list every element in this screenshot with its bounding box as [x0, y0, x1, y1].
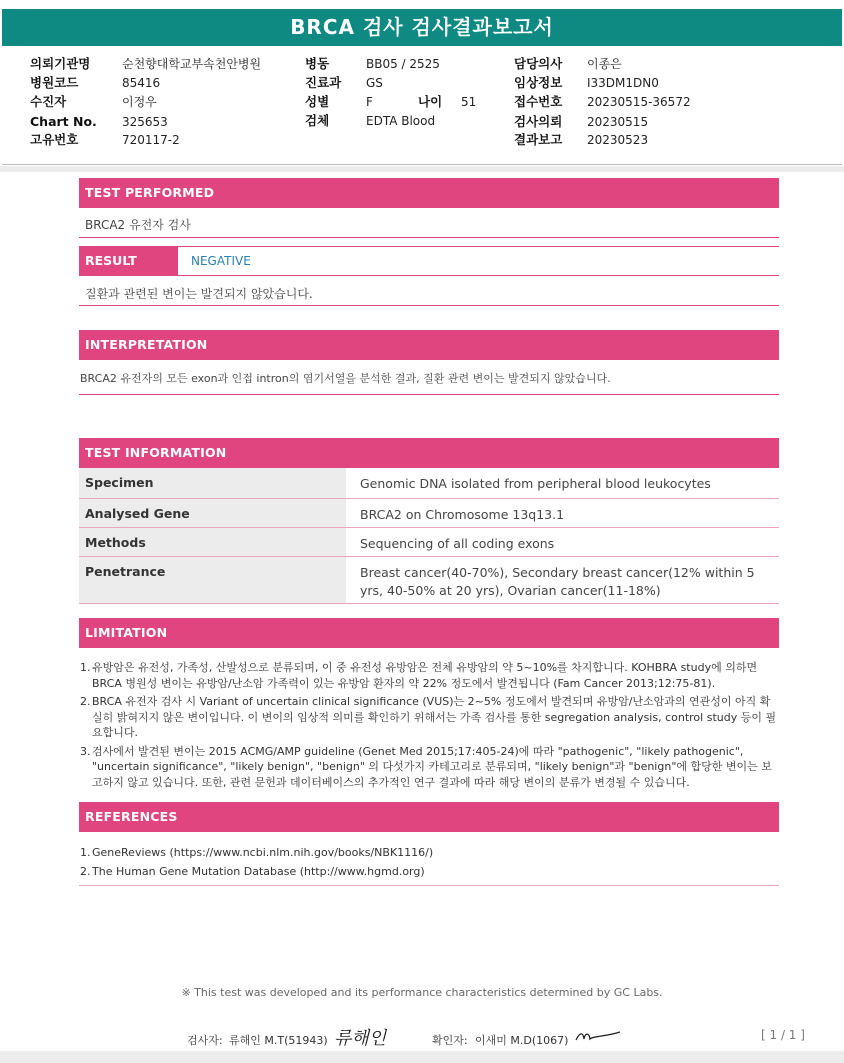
tester-label: 검사자:: [187, 1034, 223, 1047]
list-item: [79, 862, 779, 881]
row-value: BRCA2 on Chromosome 13q13.1: [346, 498, 779, 527]
divider: [79, 237, 779, 238]
report-title: BRCA 검사 검사결과보고서: [2, 9, 842, 46]
limitation-heading: LIMITATION: [79, 618, 779, 648]
age-label: 나이: [418, 94, 443, 109]
unique-number-label: 고유번호: [30, 132, 79, 147]
row-key: Penetrance: [79, 556, 346, 603]
age-value: 51: [461, 95, 477, 109]
row-value: Breast cancer(40-70%), Secondary breast cancer(12% within 5 yrs, 40-50% at 20 yrs), Ovarian cancer(11-18%): [346, 556, 779, 603]
ward-label: 병동: [305, 56, 330, 71]
divider: [79, 885, 779, 886]
interpretation-text: BRCA2 유전자의 모든 exon과 인접 intron의 염기서열을 분석한 결과, 질환 관련 변이는 발견되지 않았습니다.: [80, 372, 611, 385]
confirmer-value: 이새미 M.D(1067): [475, 1034, 569, 1047]
patient-info-block: [2, 48, 842, 165]
table-row: [79, 527, 779, 556]
institution-label: 의뢰기관명: [30, 56, 91, 71]
references-heading: REFERENCES: [79, 802, 779, 832]
item-text: The Human Gene Mutation Database (http://www.hgmd.org): [92, 865, 425, 878]
item-number: 1.: [80, 846, 91, 859]
doctor-label: 담당의사: [514, 56, 563, 71]
interpretation-heading: INTERPRETATION: [79, 330, 779, 360]
table-row: [79, 498, 779, 527]
chart-number-value: 325653: [122, 115, 168, 129]
row-value: Genomic DNA isolated from peripheral blood leukocytes: [346, 468, 779, 498]
hospital-code-label: 병원코드: [30, 75, 79, 90]
tester-signature: 류해인: [334, 1028, 387, 1049]
item-number: 1.: [80, 661, 91, 674]
report-date-value: 20230523: [587, 133, 649, 147]
sex-value: F: [366, 95, 373, 109]
result-value: NEGATIVE: [191, 254, 251, 268]
report-date-label: 결과보고: [514, 132, 563, 147]
result-label: RESULT: [79, 247, 178, 275]
row-key: Specimen: [79, 468, 346, 498]
examinee-label: 수진자: [30, 94, 67, 109]
page-number: [ 1 / 1 ]: [761, 1028, 805, 1042]
divider: [79, 305, 779, 306]
references-list: [79, 843, 779, 881]
tester-value: 류해인 M.T(51943): [229, 1034, 328, 1047]
result-row: [79, 246, 779, 276]
institution-value: 순천향대학교부속천안병원: [122, 57, 262, 71]
specimen-label: 검체: [305, 113, 330, 128]
item-text: BRCA 유전자 검사 시 Variant of uncertain clinical significance (VUS)는 2~5% 정도에서 발견되며 유방암/난소암과의 연관성이 아직 확실히 밝혀지지 않은 변이입니다. 이 변이의 임상적 의미를 확인하기 위해서는 가족 검사를 통한 segregation analysis, control study 등이 필요합니다.: [92, 695, 777, 739]
list-item: [79, 843, 779, 862]
header-divider-band: [0, 166, 844, 172]
hospital-code-value: 85416: [122, 76, 161, 90]
list-item: [79, 694, 779, 741]
test-information-table: [79, 468, 779, 604]
unique-number-value: 720117-2: [122, 133, 180, 147]
footer-note: ※ This test was developed and its performance characteristics determined by GC Labs.: [181, 986, 663, 999]
receipt-number-label: 접수번호: [514, 94, 563, 109]
doctor-value: 이종은: [587, 57, 622, 71]
footer-band: [0, 1051, 844, 1063]
confirmer-label: 확인자:: [432, 1034, 468, 1047]
specimen-value: EDTA Blood: [366, 114, 436, 128]
row-key: Methods: [79, 527, 346, 556]
clinical-info-label: 임상정보: [514, 75, 563, 90]
test-information-heading: TEST INFORMATION: [79, 438, 779, 468]
item-number: 3.: [80, 744, 91, 758]
receipt-number-value: 20230515-36572: [587, 95, 691, 109]
list-item: [79, 744, 779, 791]
examinee-value: 이정우: [122, 95, 157, 109]
clinical-info-value: I33DM1DN0: [587, 76, 659, 90]
request-date-value: 20230515: [587, 115, 649, 129]
request-date-label: 검사의뢰: [514, 114, 563, 129]
divider: [79, 394, 779, 395]
list-item: [79, 660, 779, 691]
item-number: 2.: [80, 865, 91, 878]
row-value: Sequencing of all coding exons: [346, 527, 779, 556]
table-row: [79, 556, 779, 603]
item-number: 2.: [80, 695, 91, 708]
chart-number-label: Chart No.: [30, 114, 97, 129]
ward-value: BB05 / 2525: [366, 57, 440, 71]
table-row: [79, 468, 779, 498]
department-label: 진료과: [305, 75, 342, 90]
item-text: GeneReviews (https://www.ncbi.nlm.nih.gov/books/NBK1116/): [92, 846, 434, 859]
result-text: 질환과 관련된 변이는 발견되지 않았습니다.: [85, 287, 313, 301]
department-value: GS: [366, 76, 383, 90]
confirmer-signature: [574, 1028, 622, 1046]
item-text: 검사에서 발견된 변이는 2015 ACMG/AMP guideline (Genet Med 2015;17:405-24)에 따라 "pathogenic", "likely pathogenic", "uncertain significance", "likely benign", "benign" 의 다섯가지 카테고리로 분류되며, "likely benign"과 "benign"에 합당한 변이는 보고하지 않고 있습니다. 또한, 관련 문헌과 데이터베이스의 추가적인 연구 결과에 따라 해당 변이의 분류가 변경될 수 있습니다.: [92, 744, 772, 789]
sex-label: 성별: [305, 94, 330, 109]
item-text: 유방암은 유전성, 가족성, 산발성으로 분류되며, 이 중 유전성 유방암은 전체 유방암의 약 5~10%를 차지합니다. KOHBRA study에 의하면 BRCA 병원성 변이는 유방암/난소암 가족력이 있는 유방암 환자의 약 22% 정도에서 발견됩니다 (Fam Cancer 2013;12:75-81).: [92, 661, 758, 690]
test-performed-text: BRCA2 유전자 검사: [85, 218, 191, 232]
row-key: Analysed Gene: [79, 498, 346, 527]
test-performed-heading: TEST PERFORMED: [79, 178, 779, 208]
limitation-list: [79, 660, 779, 793]
